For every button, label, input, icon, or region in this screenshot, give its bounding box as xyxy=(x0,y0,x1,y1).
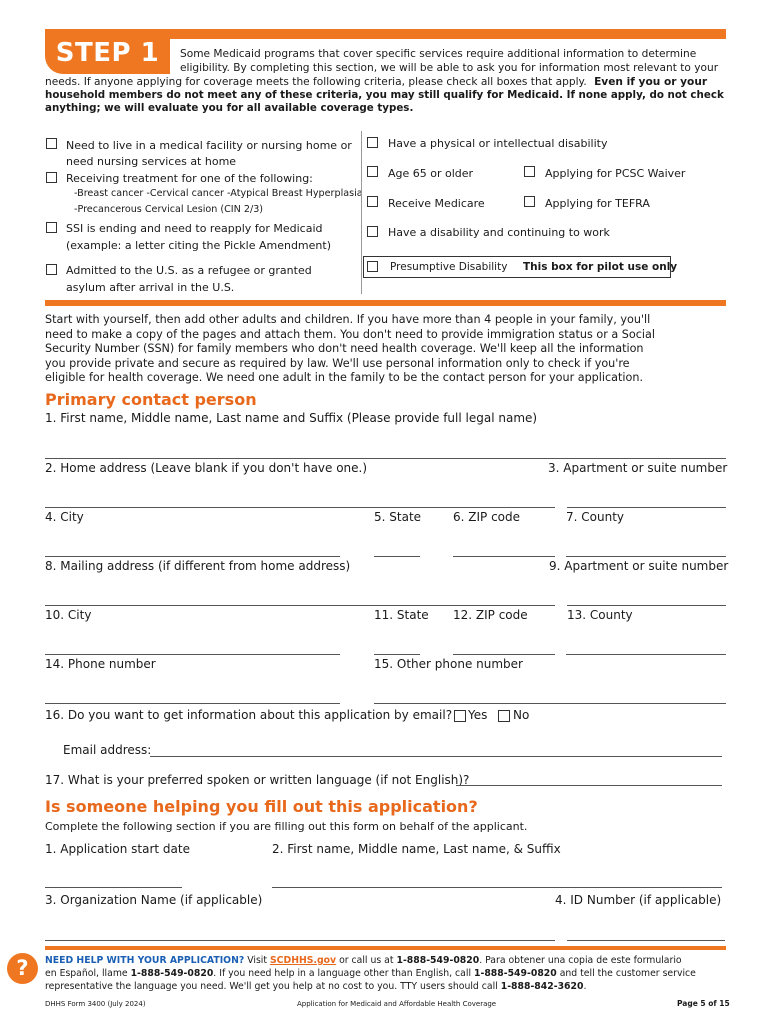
step-intro-line2: eligibility. By completing this section, we will be able to ask you for information most relevant to your xyxy=(180,62,719,74)
criteria-refugee-line1: Admitted to the U.S. as a refugee or granted xyxy=(66,264,312,277)
field-label-mailing-zip: 12. ZIP code xyxy=(453,608,528,622)
primary-contact-heading: Primary contact person xyxy=(45,390,257,409)
checkbox-email-yes[interactable] xyxy=(454,710,466,722)
step-intro-line3 xyxy=(45,76,726,89)
help-end: . xyxy=(583,981,587,992)
field-label-zip: 6. ZIP code xyxy=(453,510,521,524)
criteria-cancers-line2: -Precancerous Cervical Lesion (CIN 2/3) xyxy=(74,204,264,215)
checkbox-disability[interactable] xyxy=(367,137,378,148)
state-input[interactable] xyxy=(374,556,420,557)
criteria-age65: Age 65 or older xyxy=(388,167,474,180)
field-label-phone: 14. Phone number xyxy=(45,657,156,671)
field-label-mailing-state: 11. State xyxy=(374,608,429,622)
step-badge-label: STEP 1 xyxy=(55,38,160,68)
email-yes-label: Yes xyxy=(468,708,488,722)
criteria-cancers-line1: -Breast cancer -Cervical cancer -Atypical Breast Hyperplasia xyxy=(74,188,363,199)
help-spanish: . Para obtener una copia de este formulario xyxy=(479,955,682,966)
help-banner-bar xyxy=(45,946,726,950)
checkbox-email-no[interactable] xyxy=(498,710,510,722)
criteria-divider xyxy=(361,131,362,294)
helper-name-input[interactable] xyxy=(272,887,722,888)
checkbox-medical-facility[interactable] xyxy=(46,138,57,149)
checkbox-presumptive-disability[interactable] xyxy=(367,261,378,272)
field-label-state: 5. State xyxy=(374,510,422,524)
instructions-line: need to make a copy of the pages and attach them. You don't need to provide immigration status or a Social xyxy=(45,327,655,341)
field-label-organization: 3. Organization Name (if applicable) xyxy=(45,893,263,907)
field-label-email-question: 16. Do you want to get information about this application by email? xyxy=(45,708,453,722)
help-phone: 1-888-549-0820 xyxy=(396,955,480,966)
mailing-city-input[interactable] xyxy=(45,654,340,655)
checkbox-cancer-treatment[interactable] xyxy=(46,172,57,183)
field-label-apartment: 3. Apartment or suite number xyxy=(548,461,728,475)
field-label-mailing-city: 10. City xyxy=(45,608,92,622)
section-divider-bar xyxy=(45,300,726,306)
mailing-apartment-input[interactable] xyxy=(567,605,726,606)
field-label-full-name: 1. First name, Middle name, Last name and Suffix (Please provide full legal name) xyxy=(45,411,538,425)
city-input[interactable] xyxy=(45,556,340,557)
field-label-county: 7. County xyxy=(566,510,625,524)
step-intro-bold-line: household members do not meet any of these criteria, you may still qualify for Medicaid. If none apply, do not check xyxy=(45,89,724,101)
mailing-address-input[interactable] xyxy=(45,605,555,606)
pilot-use-note: This box for pilot use only xyxy=(523,261,678,273)
mailing-state-input[interactable] xyxy=(374,654,420,655)
help-text xyxy=(45,954,726,993)
step-intro-bold-start: Even if you or your xyxy=(594,76,708,88)
instructions-line: you provide private and secure as required by law. We'll use personal information only to check if you're xyxy=(45,356,630,370)
help-line-1 xyxy=(45,954,726,967)
county-input[interactable] xyxy=(566,556,726,557)
checkbox-pcsc[interactable] xyxy=(524,166,535,177)
criteria-disability-working: Have a disability and continuing to work xyxy=(388,226,610,239)
field-label-mailing-county: 13. County xyxy=(567,608,633,622)
help-line-2 xyxy=(45,967,726,980)
criteria-disability: Have a physical or intellectual disability xyxy=(388,137,608,150)
criteria-ssi-line1: SSI is ending and need to reapply for Medicaid xyxy=(66,222,323,235)
email-input[interactable] xyxy=(150,756,722,757)
field-label-mailing-address: 8. Mailing address (if different from home address) xyxy=(45,559,351,573)
footer-page-number: Page 5 of 15 xyxy=(677,999,730,1008)
criteria-facility-line2: need nursing services at home xyxy=(66,155,237,168)
full-name-input[interactable] xyxy=(45,458,726,459)
field-label-helper-name: 2. First name, Middle name, Last name, & Suffix xyxy=(272,842,561,856)
phone-input[interactable] xyxy=(45,703,340,704)
criteria-tefra: Applying for TEFRA xyxy=(545,197,650,210)
home-address-input[interactable] xyxy=(45,507,555,508)
field-label-language: 17. What is your preferred spoken or written language (if not English)? xyxy=(45,773,470,787)
criteria-pcsc: Applying for PCSC Waiver xyxy=(545,167,686,180)
help-tty-phone: 1-888-842-3620 xyxy=(500,981,584,992)
field-label-home-address: 2. Home address (Leave blank if you don't have one.) xyxy=(45,461,368,475)
field-label-email: Email address: xyxy=(63,743,152,757)
step-intro-text: needs. If anyone applying for coverage meets the following criteria, please check all boxes that apply. xyxy=(45,76,587,88)
help-tty-text: representative the language you need. We'll get you help at no cost to you. TTY users should call xyxy=(45,981,501,992)
criteria-refugee-line2: asylum after arrival in the U.S. xyxy=(66,281,235,294)
help-phone-3: 1-888-549-0820 xyxy=(474,968,557,979)
instructions-line: eligible for health coverage. We need one adult in the family to be the contact person for your application. xyxy=(45,371,643,385)
help-lead: NEED HELP WITH YOUR APPLICATION? xyxy=(45,955,245,966)
help-rep: and tell the customer service xyxy=(556,968,696,979)
checkbox-ssi-ending[interactable] xyxy=(46,222,57,233)
criteria-facility-line1: Need to live in a medical facility or nursing home or xyxy=(66,139,352,152)
instructions-paragraph xyxy=(45,313,726,386)
checkbox-medicare[interactable] xyxy=(367,196,378,207)
field-label-id-number: 4. ID Number (if applicable) xyxy=(555,893,722,907)
help-visit: Visit xyxy=(244,955,270,966)
scdhhs-link[interactable]: SCDHHS.gov xyxy=(269,955,337,966)
checkbox-disability-working[interactable] xyxy=(367,226,378,237)
mailing-county-input[interactable] xyxy=(566,654,726,655)
checkbox-refugee[interactable] xyxy=(46,264,57,275)
zip-input[interactable] xyxy=(453,556,555,557)
help-spanish-cont: en Español, llame xyxy=(45,968,131,979)
language-input[interactable] xyxy=(456,785,722,786)
instructions-line: Security Number (SSN) for family members who don't need health coverage. We'll keep all the information xyxy=(45,342,644,356)
email-no-label: No xyxy=(513,708,530,722)
footer-title: Application for Medicaid and Affordable Health Coverage xyxy=(297,1000,497,1008)
apartment-input[interactable] xyxy=(567,507,726,508)
checkbox-age65[interactable] xyxy=(367,166,378,177)
help-phone-2: 1-888-549-0820 xyxy=(130,968,214,979)
help-lang: . If you need help in a language other than English, call xyxy=(213,968,474,979)
help-line-3 xyxy=(45,980,726,993)
criteria-treatment: Receiving treatment for one of the following: xyxy=(66,172,313,185)
id-number-input[interactable] xyxy=(567,940,725,941)
help-call: or call us at xyxy=(336,955,397,966)
field-label-start-date: 1. Application start date xyxy=(45,842,190,856)
field-label-other-phone: 15. Other phone number xyxy=(374,657,523,671)
field-label-mailing-apartment: 9. Apartment or suite number xyxy=(549,559,729,573)
other-phone-input[interactable] xyxy=(374,703,726,704)
field-label-city: 4. City xyxy=(45,510,84,524)
question-mark-icon: ? xyxy=(7,953,38,984)
footer-form-id: DHHS Form 3400 (July 2024) xyxy=(45,1000,146,1008)
organization-input[interactable] xyxy=(45,940,555,941)
helper-subtitle: Complete the following section if you are filling out this form on behalf of the applicant. xyxy=(45,820,528,833)
mailing-zip-input[interactable] xyxy=(453,654,555,655)
step-intro-line1: Some Medicaid programs that cover specific services require additional information to determine xyxy=(180,48,697,60)
criteria-presumptive: Presumptive Disability xyxy=(390,261,508,273)
criteria-ssi-line2: (example: a letter citing the Pickle Amendment) xyxy=(66,239,331,252)
instructions-line: Start with yourself, then add other adults and children. If you have more than 4 people in your family, you'll xyxy=(45,313,651,326)
helper-heading: Is someone helping you fill out this application? xyxy=(45,797,478,816)
checkbox-tefra[interactable] xyxy=(524,196,535,207)
start-date-input[interactable] xyxy=(45,887,182,888)
step-intro-bold-end: anything; we will evaluate you for all available coverage types. xyxy=(45,102,414,114)
criteria-medicare: Receive Medicare xyxy=(388,197,485,210)
